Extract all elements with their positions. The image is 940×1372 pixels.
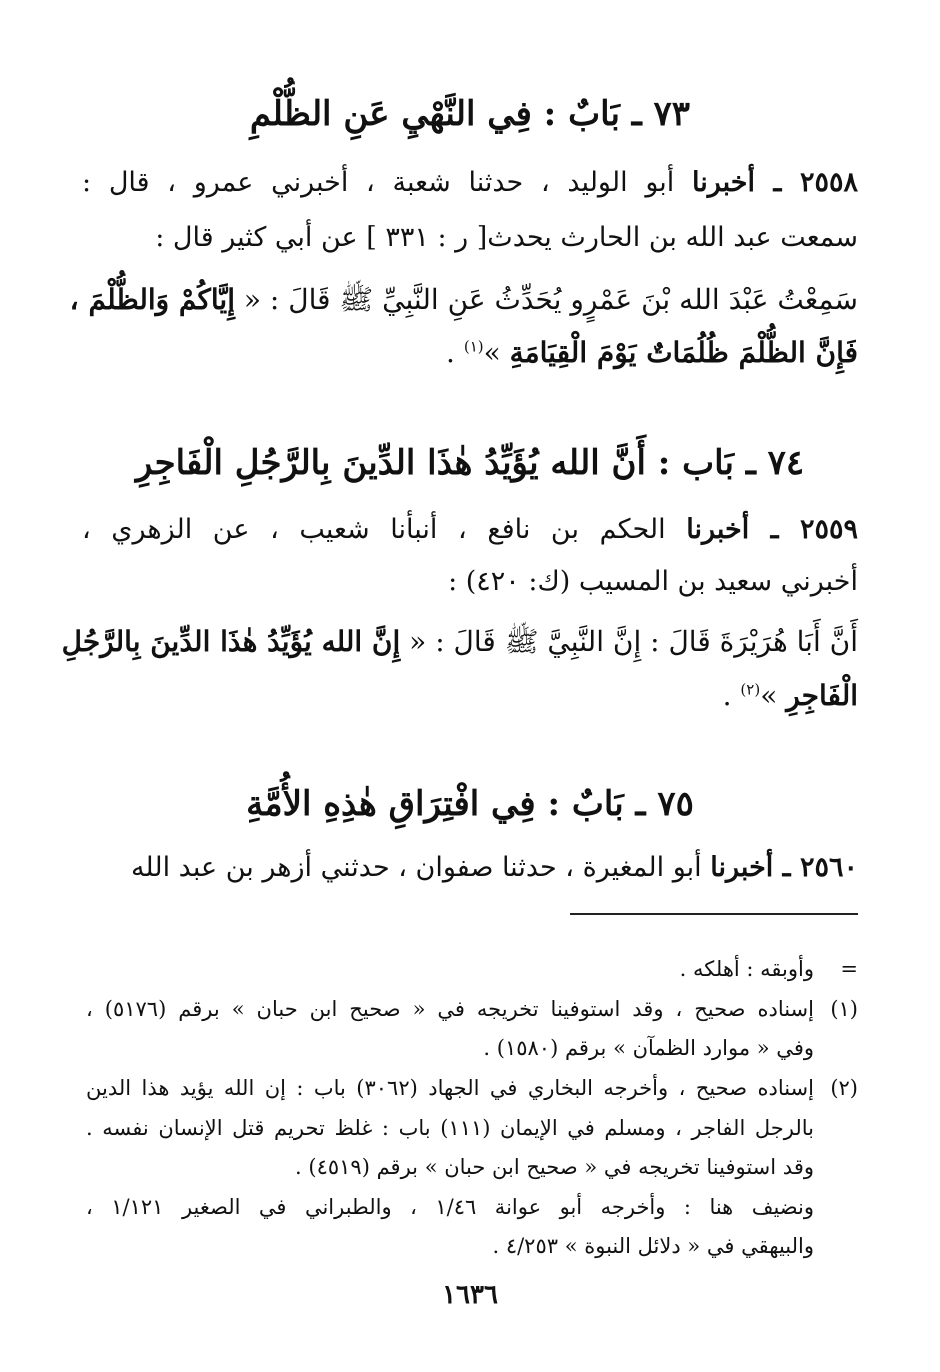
hadith-2558-isnad-1: أبو الوليد ، حدثنا شعبة ، أخبرني عمرو ، قال : xyxy=(82,167,675,198)
footnote-2-label: (٢) xyxy=(830,1076,858,1100)
footnote-2-line-2: بالرجل الفاجر ، ومسلم في الإيمان (١١١) باب : غلظ تحريم قتل الإنسان نفسه . xyxy=(86,1116,815,1140)
hadith-2558-quote-2: فَإِنَّ الظُّلْمَ ظُلُمَاتٌ يَوْمَ الْقِيَامَةِ xyxy=(509,336,858,369)
chapter-73-heading: ٧٣ ـ بَابٌ : فِي النَّهْيِ عَنِ الظُّلْمِ xyxy=(249,94,691,134)
hadith-2558-number: ٢٥٥٨ ـ أخبرنا xyxy=(692,167,858,198)
hadith-2558-close-quote: » xyxy=(483,336,510,369)
hadith-2558-quote-1: إِيَّاكُمْ وَالظُّلْمَ ، xyxy=(69,283,235,316)
hadith-2559-isnad-line-2: أخبرني سعيد بن المسيب (ك: ٤٢٠) : xyxy=(448,566,858,597)
hadith-2558-matn-prefix: سَمِعْتُ عَبْدَ الله بْنَ عَمْرٍو يُحَدِّثُ عَنِ النَّبِيِّ ﷺ قَالَ : « xyxy=(234,283,858,316)
chapter-74-heading: ٧٤ ـ بَاب : أَنَّ الله يُؤَيِّدُ هٰذَا الدِّينَ بِالرَّجُلِ الْفَاجِرِ xyxy=(135,443,805,483)
hadith-2558-isnad-line-1 xyxy=(82,163,858,203)
hadith-2559-end: . xyxy=(722,679,741,712)
hadith-2560-number: ٢٥٦٠ ـ أخبرنا xyxy=(710,852,858,883)
hadith-2559-quote-1: إِنَّ الله يُؤَيِّدُ هٰذَا الدِّينَ بِالرَّجُلِ xyxy=(61,625,401,658)
footnote-2-line-1: إسناده صحيح ، وأخرجه البخاري في الجهاد (٣٠٦٢) باب : إن الله يؤيد هذا الدين xyxy=(86,1076,814,1100)
page-number: ١٦٣٦ xyxy=(442,1280,498,1310)
footnote-2-line-5: والبيهقي في « دلائل النبوة » ٤/٢٥٣ . xyxy=(492,1234,814,1258)
hadith-2559-isnad-1: الحكم بن نافع ، أنبأنا شعيب ، عن الزهري ، xyxy=(82,514,666,545)
footnote-1-line-2: وفي « موارد الظمآن » برقم (١٥٨٠) . xyxy=(483,1036,814,1060)
footnote-1-label: (١) xyxy=(830,997,858,1021)
hadith-2558-matn-line-2 xyxy=(82,333,858,373)
footnote-2-line-4: ونضيف هنا : وأخرجه أبو عوانة ١/٤٦ ، والطبراني في الصغير ١/١٢١ ، xyxy=(86,1195,815,1219)
chapter-75-heading: ٧٥ ـ بَابٌ : فِي افْتِرَاقِ هٰذِهِ الأُمَّةِ xyxy=(246,784,694,824)
footnote-2-line-3: وقد استوفينا تخريجه في « صحيح ابن حبان » برقم (٤٥١٩) . xyxy=(295,1155,814,1179)
hadith-2560-isnad-1: أبو المغيرة ، حدثنا صفوان ، حدثني أزهر بن عبد الله xyxy=(130,852,702,883)
hadith-2559-close-quote: » xyxy=(760,679,787,712)
hadith-2558-end: . xyxy=(446,336,464,369)
hadith-2558-matn-line-1 xyxy=(69,280,858,320)
hadith-2560-isnad-line-1 xyxy=(82,848,858,888)
hadith-2559-matn-prefix: أَنَّ أَبَا هُرَيْرَةَ قَالَ : إِنَّ النَّبِيَّ ﷺ قَالَ : « xyxy=(400,625,858,658)
footnote-separator xyxy=(570,913,858,915)
hadith-2559-quote-2: الْفَاجِرِ xyxy=(786,679,858,712)
hadith-2559-number: ٢٥٥٩ ـ أخبرنا xyxy=(686,514,858,545)
footnote-ref-2: (٢) xyxy=(740,680,761,699)
footnote-continuation-text: وأوبقه : أهلكه . xyxy=(679,957,814,981)
hadith-2559-matn-line-1 xyxy=(61,622,858,662)
hadith-2559-isnad-line-1 xyxy=(82,510,858,550)
footnote-ref-1: (١) xyxy=(463,337,484,356)
footnote-continuation-mark: = xyxy=(840,957,858,981)
hadith-2559-matn-line-2 xyxy=(82,676,858,716)
footnote-1-line-1: إسناده صحيح ، وقد استوفينا تخريجه في « صحيح ابن حبان » برقم (٥١٧٦) ، xyxy=(86,997,814,1021)
hadith-2558-isnad-line-2: سمعت عبد الله بن الحارث يحدث[ ر : ٣٣١ ] عن أبي كثير قال : xyxy=(155,222,858,253)
